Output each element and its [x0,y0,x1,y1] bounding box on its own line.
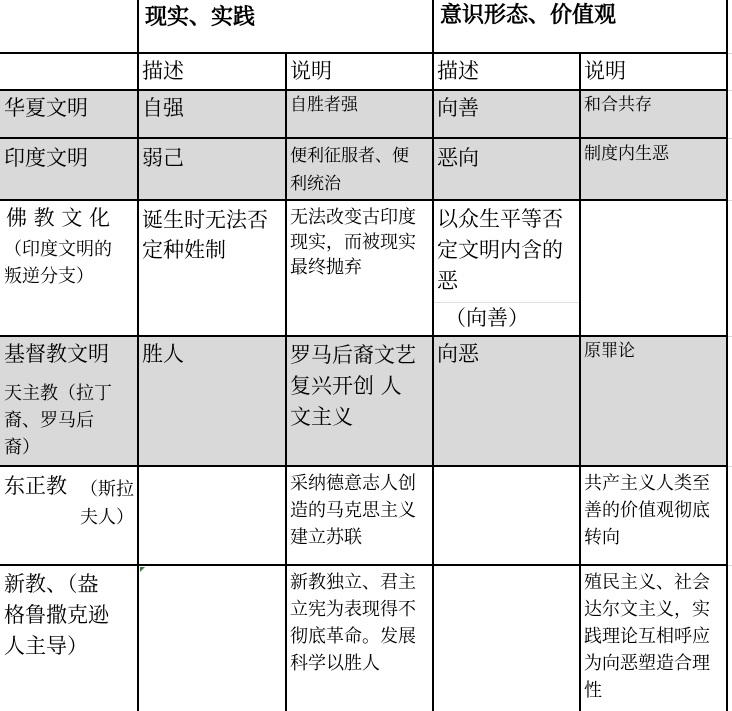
header-ideology: 意识形态、价值观 [440,3,617,28]
cell-desc-2: 向恶 [437,342,479,366]
cell-note-1: 新教独立、君主 立宪为表现得不 彻底革命。发展 科学以胜人 [290,572,416,674]
cell-note-2: 殖民主义、社会 达尔文主义，实 践理论互相呼应 为向恶塑造合理 性 [584,572,710,701]
row-label: 东正教 [4,474,67,498]
row-label: 华夏文明 [4,96,88,120]
cell-note-2: 制度内生恶 [584,144,669,164]
cell-note-1: 罗马后裔文艺 复兴开创 人 文主义 [290,343,416,429]
row-label-sub: （印度文明的 叛逆分支） [4,239,112,287]
row-label: 基督教文明 [4,342,109,366]
row-label: 印度文明 [4,146,88,170]
cell-desc-1: 诞生时无法否 定种姓制 [142,208,268,262]
header-reality: 现实、实践 [145,5,256,30]
cell-note-2: 共产主义人类至 善的价值观彻底 转向 [584,473,710,548]
cell-note-2: 和合共存 [584,95,652,115]
subheader-desc-1: 描述 [142,59,184,83]
cell-desc-2: 向善 [437,96,479,120]
cell-note-1: 自胜者强 [290,95,358,115]
cell-note-1: 采纳德意志人创 造的马克思主义 建立苏联 [290,473,416,548]
cell-marker-icon [140,567,145,572]
cell-note-1: 无法改变古印度 现实，而被现实 最终抛弃 [290,207,416,278]
cell-note-2: 原罪论 [584,341,635,361]
cell-desc-1: 胜人 [142,342,184,366]
subheader-desc-2: 描述 [437,59,479,83]
row-label: 佛 教 文 化 [6,206,111,230]
cell-row3-note2-empty [580,200,727,336]
cell-desc-2: 恶向 [437,146,479,170]
cell-desc-1: 弱己 [142,146,184,170]
row-label-sub: （斯拉 夫人） [80,479,134,528]
subheader-note-2: 说明 [584,59,626,83]
cell-note-1: 便利征服者、便 利统治 [290,146,409,194]
cell-desc-2: 以众生平等否 定文明内含的 恶 [437,207,563,293]
subheader-note-1: 说明 [290,59,332,83]
cell-desc-1: 自强 [142,96,184,120]
row-label-sub: 天主教（拉丁 裔、罗马后 裔） [4,383,112,458]
cell-desc-2-sub: （向善） [445,306,529,330]
row-label: 新教、（盎 格鲁撒克逊 人主导） [4,572,109,658]
